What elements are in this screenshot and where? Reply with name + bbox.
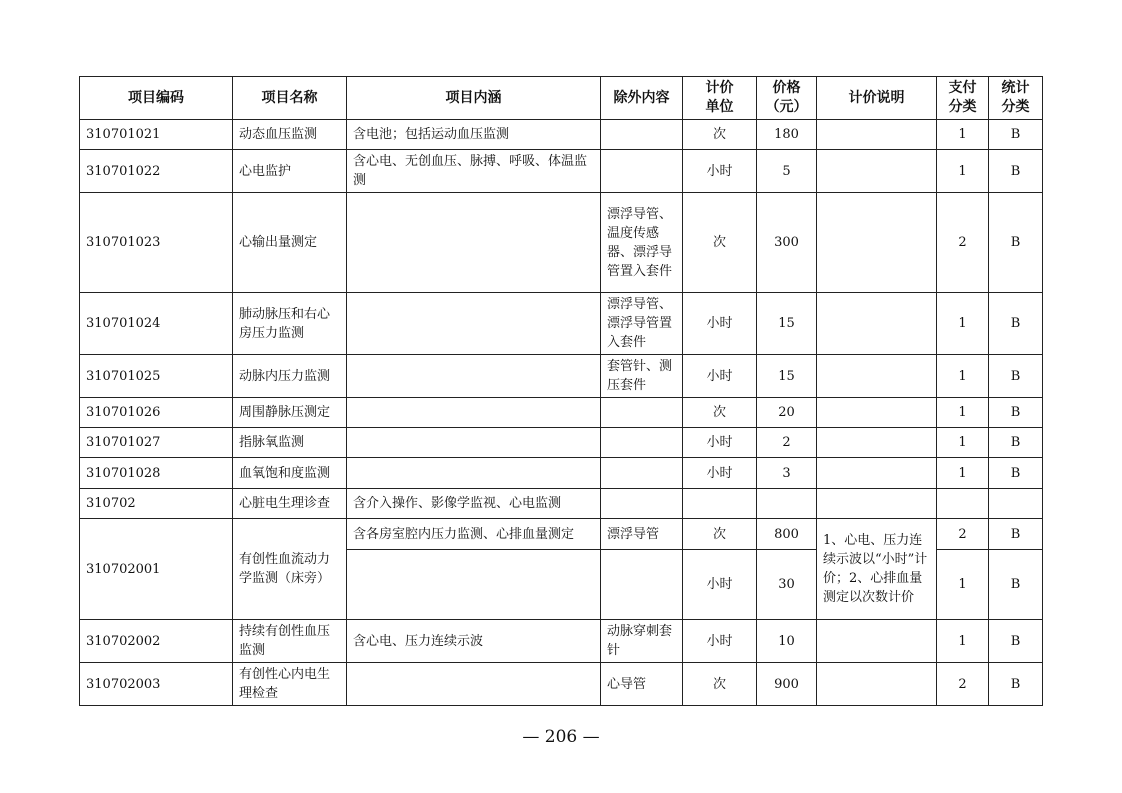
cell-note (817, 620, 937, 663)
cell-content (347, 355, 601, 398)
cell-excluded (601, 398, 683, 428)
cell-content (347, 193, 601, 293)
cell-content: 含心电、无创血压、脉搏、呼吸、体温监测 (347, 150, 601, 193)
cell-excluded (601, 489, 683, 519)
cell-content: 含电池；包括运动血压监测 (347, 120, 601, 150)
cell-name: 心输出量测定 (233, 193, 347, 293)
header-name: 项目名称 (233, 77, 347, 120)
cell-excluded: 漂浮导管、漂浮导管置入套件 (601, 293, 683, 355)
cell-excluded: 漂浮导管 (601, 519, 683, 550)
cell-unit: 小时 (683, 550, 757, 620)
cell-unit: 小时 (683, 293, 757, 355)
cell-price: 15 (757, 355, 817, 398)
cell-unit: 小时 (683, 458, 757, 489)
cell-content (347, 293, 601, 355)
table-row (80, 663, 1043, 706)
cell-stat: B (989, 120, 1043, 150)
cell-content (347, 398, 601, 428)
cell-price: 20 (757, 398, 817, 428)
cell-price: 3 (757, 458, 817, 489)
page-number: — 206 — (522, 727, 600, 747)
cell-code: 310701026 (80, 398, 233, 428)
cell-excluded (601, 120, 683, 150)
cell-content: 含各房室腔内压力监测、心排血量测定 (347, 519, 601, 550)
cell-stat: B (989, 458, 1043, 489)
cell-unit: 次 (683, 120, 757, 150)
cell-excluded (601, 150, 683, 193)
cell-note (817, 355, 937, 398)
cell-pay: 1 (937, 150, 989, 193)
cell-stat: B (989, 193, 1043, 293)
cell-code: 310701025 (80, 355, 233, 398)
header-stat (989, 77, 1043, 120)
cell-unit: 次 (683, 663, 757, 706)
header-excluded: 除外内容 (601, 77, 683, 120)
cell-content: 含心电、压力连续示波 (347, 620, 601, 663)
cell-pay: 2 (937, 193, 989, 293)
header-unit (683, 77, 757, 120)
cell-stat: B (989, 293, 1043, 355)
cell-stat: B (989, 355, 1043, 398)
header-price-line2: （元） (765, 99, 808, 115)
cell-content: 含介入操作、影像学监视、心电监测 (347, 489, 601, 519)
cell-price: 2 (757, 428, 817, 458)
header-note: 计价说明 (817, 77, 937, 120)
cell-unit: 小时 (683, 355, 757, 398)
cell-code: 310701024 (80, 293, 233, 355)
cell-pay: 1 (937, 550, 989, 620)
cell-price: 800 (757, 519, 817, 550)
cell-price: 5 (757, 150, 817, 193)
cell-excluded: 动脉穿刺套针 (601, 620, 683, 663)
price-table (79, 76, 1043, 706)
cell-price: 10 (757, 620, 817, 663)
cell-pay: 1 (937, 458, 989, 489)
cell-stat (989, 489, 1043, 519)
cell-pay: 2 (937, 663, 989, 706)
cell-pay: 1 (937, 620, 989, 663)
table-row (80, 193, 1043, 293)
cell-name: 血氧饱和度监测 (233, 458, 347, 489)
cell-pay (937, 489, 989, 519)
header-stat-line1: 统计 (1001, 80, 1030, 96)
cell-name: 周围静脉压测定 (233, 398, 347, 428)
cell-unit: 小时 (683, 150, 757, 193)
cell-unit: 次 (683, 193, 757, 293)
cell-stat: B (989, 663, 1043, 706)
cell-excluded (601, 458, 683, 489)
cell-note (817, 150, 937, 193)
cell-excluded: 套管针、测压套件 (601, 355, 683, 398)
cell-name: 持续有创性血压监测 (233, 620, 347, 663)
header-pay-line1: 支付 (948, 80, 977, 96)
cell-name: 有创性血流动力学监测（床旁） (233, 519, 347, 620)
table-row (80, 355, 1043, 398)
header-code: 项目编码 (80, 77, 233, 120)
cell-price (757, 489, 817, 519)
header-content: 项目内涵 (347, 77, 601, 120)
cell-unit: 次 (683, 398, 757, 428)
cell-stat: B (989, 519, 1043, 550)
cell-stat: B (989, 398, 1043, 428)
cell-name: 动态血压监测 (233, 120, 347, 150)
cell-name: 指脉氧监测 (233, 428, 347, 458)
cell-pay: 1 (937, 428, 989, 458)
cell-stat: B (989, 428, 1043, 458)
cell-excluded: 漂浮导管、温度传感器、漂浮导管置入套件 (601, 193, 683, 293)
cell-excluded (601, 428, 683, 458)
cell-code: 310701022 (80, 150, 233, 193)
header-row (80, 77, 1043, 120)
table-row (80, 458, 1043, 489)
header-unit-line2: 单位 (705, 99, 734, 115)
cell-pay: 1 (937, 120, 989, 150)
cell-code: 310702002 (80, 620, 233, 663)
cell-price: 180 (757, 120, 817, 150)
cell-name: 心电监护 (233, 150, 347, 193)
cell-unit: 小时 (683, 428, 757, 458)
table-row (80, 150, 1043, 193)
cell-name: 有创性心内电生理检查 (233, 663, 347, 706)
cell-stat: B (989, 550, 1043, 620)
table-row (80, 293, 1043, 355)
header-price (757, 77, 817, 120)
table-row (80, 120, 1043, 150)
cell-code: 310701023 (80, 193, 233, 293)
cell-content (347, 458, 601, 489)
cell-excluded (601, 550, 683, 620)
cell-stat: B (989, 620, 1043, 663)
table-row (80, 519, 1043, 550)
cell-pay: 1 (937, 398, 989, 428)
cell-pay: 2 (937, 519, 989, 550)
cell-pay: 1 (937, 355, 989, 398)
cell-content (347, 428, 601, 458)
cell-note (817, 663, 937, 706)
cell-price: 30 (757, 550, 817, 620)
table-row (80, 398, 1043, 428)
cell-note (817, 489, 937, 519)
cell-unit: 小时 (683, 620, 757, 663)
cell-price: 15 (757, 293, 817, 355)
cell-note (817, 193, 937, 293)
cell-code: 310702 (80, 489, 233, 519)
cell-excluded: 心导管 (601, 663, 683, 706)
cell-pay: 1 (937, 293, 989, 355)
cell-code: 310702003 (80, 663, 233, 706)
cell-note (817, 398, 937, 428)
cell-content (347, 663, 601, 706)
header-stat-line2: 分类 (1001, 99, 1030, 115)
cell-name: 心脏电生理诊查 (233, 489, 347, 519)
cell-name: 肺动脉压和右心房压力监测 (233, 293, 347, 355)
header-price-line1: 价格 (772, 80, 801, 96)
cell-price: 900 (757, 663, 817, 706)
cell-unit: 次 (683, 519, 757, 550)
table-row (80, 489, 1043, 519)
cell-note (817, 428, 937, 458)
cell-code: 310702001 (80, 519, 233, 620)
cell-note: 1、心电、压力连续示波以“小时”计价；2、心排血量测定以次数计价 (817, 519, 937, 620)
cell-code: 310701027 (80, 428, 233, 458)
cell-code: 310701028 (80, 458, 233, 489)
cell-code: 310701021 (80, 120, 233, 150)
header-pay (937, 77, 989, 120)
cell-stat: B (989, 150, 1043, 193)
cell-unit (683, 489, 757, 519)
cell-name: 动脉内压力监测 (233, 355, 347, 398)
table-row (80, 428, 1043, 458)
cell-price: 300 (757, 193, 817, 293)
cell-note (817, 293, 937, 355)
header-pay-line2: 分类 (948, 99, 977, 115)
table-row (80, 620, 1043, 663)
cell-note (817, 458, 937, 489)
cell-content (347, 550, 601, 620)
header-unit-line1: 计价 (705, 80, 734, 96)
cell-note (817, 120, 937, 150)
